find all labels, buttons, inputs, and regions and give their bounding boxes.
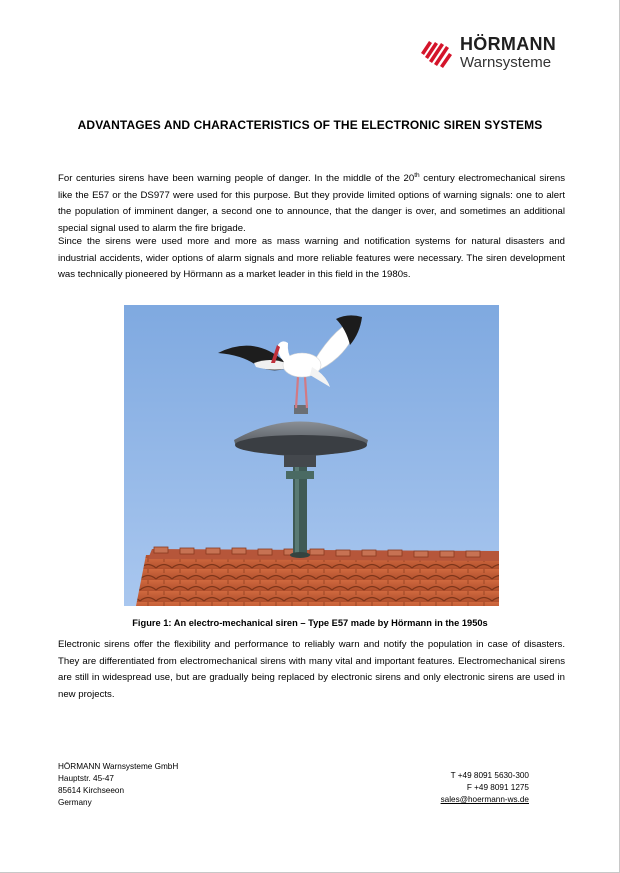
footer-fax: F +49 8091 1275 [466, 783, 529, 792]
figure-caption: Figure 1: An electro-mechanical siren – Type E57 made by Hörmann in the 1950s [132, 618, 488, 628]
logo-brand-name: HÖRMANN [460, 34, 557, 54]
stork-on-siren-illustration [124, 305, 499, 606]
footer-address-block [58, 761, 178, 809]
superscript-th: th [414, 171, 420, 179]
siren-photo [124, 305, 499, 606]
history-paragraph: Since the sirens were used more and more as mass warning and notification systems for natural disasters and industrial accidents, wider options of alarm signals and more reliable features were necessary. The siren development was technically pioneered by Hörmann as a market leader in this field in the 1980s. [58, 236, 565, 280]
electronic-sirens-paragraph: Electronic sirens offer the flexibility and performance to reliably warn and notify the population in case of disasters. They are differentiated from electromechanical sirens with many vital and important features. Electromechanical sirens are still in widespread use, but are gradually being replaced by electronic sirens and only electronic sirens are used in new projects. [58, 639, 565, 700]
intro-paragraph-text-a: For centuries sirens have been warning people of danger. In the middle of the 20 [58, 173, 415, 184]
company-logo [419, 35, 569, 75]
footer-street: Hauptstr. 45-47 [58, 774, 114, 783]
footer-country: Germany [58, 798, 92, 807]
document-title: ADVANTAGES AND CHARACTERISTICS OF THE ELECTRONIC SIREN SYSTEMS [77, 118, 543, 132]
hoermann-logo-mark-icon [419, 35, 453, 69]
tiled-roof [136, 547, 499, 606]
footer-company: HÖRMANN Warnsysteme GmbH [58, 762, 179, 771]
intro-paragraph [58, 171, 565, 237]
footer-email-link[interactable]: sales@hoermann-ws.de [440, 795, 529, 804]
footer-city: 85614 Kirchseeon [58, 786, 125, 795]
footer-phone: T +49 8091 5630-300 [450, 771, 529, 780]
intro-paragraph-text-b: century electromechanical sirens like the E57 or the DS977 were used for this purpose. But they provide limited options of warning signals: one to alert the population of imminent danger, a second one to announce, that the danger is over, and sometimes an additional special signal used to alarm the fire brigade. [58, 173, 565, 234]
footer-contact-block [441, 770, 529, 806]
logo-brand-subtitle: Warnsysteme [460, 54, 552, 71]
